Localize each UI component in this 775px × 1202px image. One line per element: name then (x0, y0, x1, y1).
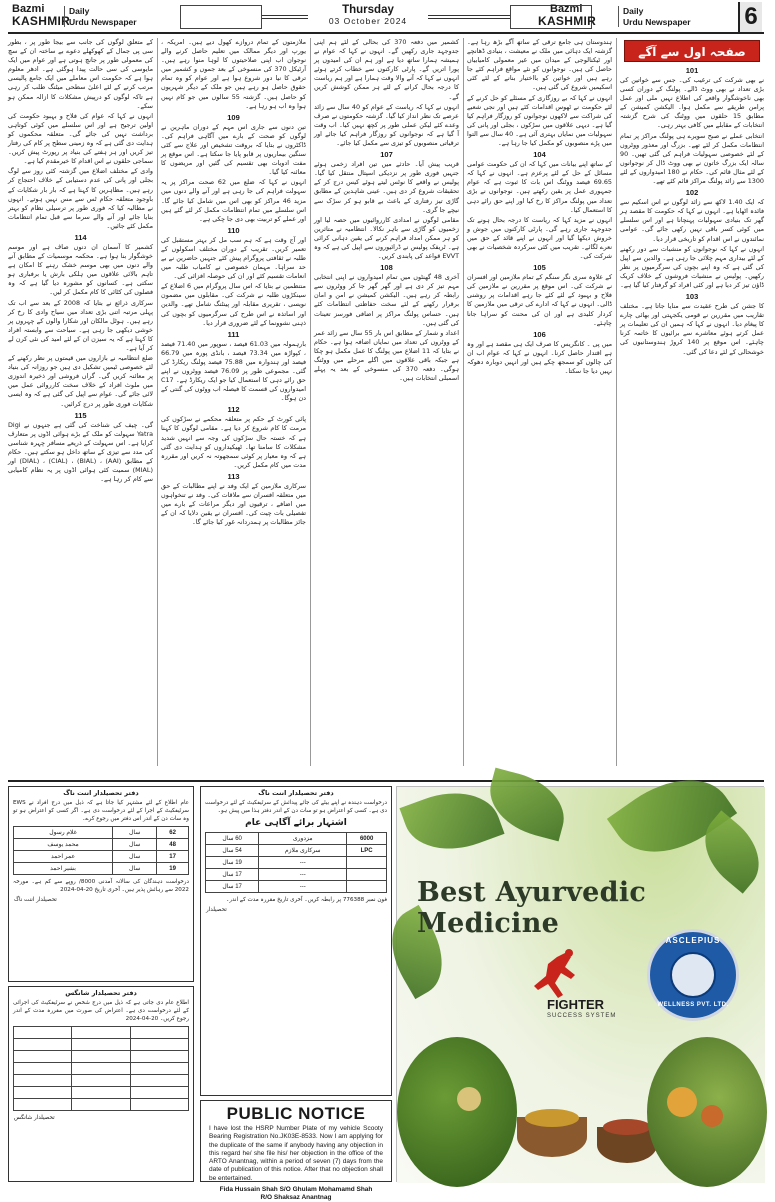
article-paragraph: کے ساتھ اپنے بیانات میں کہا کہ ان کی حکومت عوامی مسائل کے حل کے لئے پرعزم ہے۔ انہوں نے کہا کہ 69.65 فیصد ووٹنگ اس بات کا ثبوت ہے کہ عوام جمہوری عمل پر یقین رکھتے ہیں۔ نوجوانوں نے بڑی تعداد میں پولنگ مراکز کا رخ کیا اور اپنے حق رائے دہی کا استعمال کیا۔ (467, 160, 612, 214)
notice-body: عام اطلاع کے لئے مشتہر کیا جاتا ہے کہ ذیل میں درج افراد نے EWS سرٹیفکیٹ کے اجرا کے لئے درخواست دی ہے۔ اگر کسی کو اعتراض ہو تو وہ سات دن کے اندر اس دفتر میں رجوع کرے۔ (13, 800, 189, 822)
header-rule-right (428, 15, 510, 19)
article-paragraph: انہوں نے کہا کہ نوجوانوں کو منشیات سے دور رکھنے کے لئے بیداری مہم چلائی جا رہی ہے۔ والدین سے اپیل کی گئی ہے کہ وہ اپنے بچوں کی سرگرمیوں پر نظر رکھیں۔ پولیس نے منشیات فروشوں کے خلاف کریک ڈاؤن تیز کر دیا ہے اور کئی افراد کو گرفتار کیا گیا ہے۔ (620, 244, 764, 289)
table-cell (130, 1027, 188, 1039)
table-cell: سال (113, 851, 157, 863)
table-cell (14, 1027, 72, 1039)
table-cell: عمر احمد (14, 851, 113, 863)
article-number: 114 (74, 232, 87, 242)
article-number: 115 (74, 410, 87, 420)
notice-title: دفتر تحصیلدار شانگس (65, 989, 137, 997)
article-number: 103 (685, 292, 699, 302)
article-paragraph: مقامی لوگوں نے امدادی کارروائیوں میں حصہ لیا اور زخمیوں کو گاڑی سے باہر نکالا۔ انتظامیہ نے متاثرین کو ہر ممکن امداد فراہم کرنے کی یقین دہانی کرائی ہے۔ ٹریفک پولیس نے ڈرائیوروں سے اپیل کی ہے کہ وہ EVVT قواعد کی پابندی کریں۔ (314, 215, 459, 261)
article-paragraph: انہوں نے کہا کہ ریاست کے عوام کو 40 سال سے زائد عرصے تک نظر انداز کیا گیا۔ گزشتہ حکومتوں نے صرف وعدے کئے لیکن عملی طور پر کچھ نہیں کیا۔ اب وقت آ گیا ہے کہ نوجوانوں کو روزگار فراہم کیا جائے اور ترقیاتی منصوبوں کو تیزی سے مکمل کیا جائے۔ (313, 102, 459, 148)
table-row (14, 1039, 189, 1051)
article-paragraph: انہوں نے کہا کہ ضلع میں 62 صحت مراکز پر یہ سہولت فراہم کی جا رہی ہے اور آنے والے دنوں میں مزید 46 مراکز کو بھی اس میں شامل کیا جائے گا۔ اس سلسلے میں تمام انتظامات مکمل کر لئے گئے ہیں اور عملے کو تربیت بھی دی جا چکی ہے۔ (161, 178, 307, 223)
article-paragraph: انتخابی عملے نے صبح سویرے ہی پولنگ مراکز پر تمام انتظامات مکمل کر لئے تھے۔ بزرگ اور معذور ووٹروں کے لئے خصوصی سہولیات فراہم کی گئی تھیں۔ 90 سالہ ایک بزرگ خاتون نے بھی ووٹ ڈال کر نوجوانوں کے لئے مثال قائم کی۔ حکام نے 180 امیدواروں کے لئے 1300 سے زائد پولنگ مراکز قائم کئے تھے۔ (620, 131, 764, 186)
table-cell: سرکاری ملازم (259, 845, 347, 857)
tagline-right-2: Urdu Newspaper (623, 16, 691, 27)
article-paragraph: کشمیر کا آسمان ان دنوں صاف ہے اور موسم خوشگوار بنا ہوا ہے۔ محکمہ موسمیات کے مطابق آنے والے دنوں میں بھی موسم خشک رہنے کا امکان ہے تاہم بالائی علاقوں میں ہلکی بارش یا برفباری ہو سکتی ہے۔ کسانوں کو مشورہ دیا گیا ہے کہ وہ فصلوں کی کٹائی کا کام مکمل کر لیں۔ (8, 242, 153, 297)
article-paragraph: گی۔ چیف کی شناخت کی گئی ہے جنہوں نے Digi Yatra سہولت کو ملک کے بڑے ہوائی اڈوں پر متعارف کرایا ہے۔ اس سہولت کے ذریعے مسافر چہرہ شناسی کی مدد سے تیزی کے ساتھ داخل ہو سکتے ہیں۔ حکام کے مطابق (AAI) ، (BIAL) ، (CIAL) ، (DIAL) اور (MIAL) سمیت کئی ہوائی اڈوں پر یہ نظام کامیابی سے کام کر رہا ہے۔ (8, 420, 153, 484)
header-rule-left (262, 15, 308, 19)
runner-shape (534, 953, 575, 998)
table-cell: --- (259, 869, 347, 881)
table-cell: سال (113, 839, 157, 851)
table-cell: 60 سال (206, 833, 259, 845)
brand-left (12, 4, 70, 27)
article-number: 110 (227, 225, 240, 235)
article-paragraph: ضلع انتظامیہ نے بازاروں میں قیمتوں پر نظر رکھنے کے لئے خصوصی ٹیمیں تشکیل دی ہیں جو روزانہ کی بنیاد پر معائنہ کریں گی۔ گراں فروشی اور ذخیرہ اندوزی میں ملوث افراد کے خلاف سخت کارروائی عمل میں لائی جائے گی۔ عوام سے اپیل کی گئی ہے کہ وہ ایسی شکایات فوری طور پر درج کرائیں۔ (8, 354, 153, 408)
notice-body: درخواست دہندہ نے اپنے بیٹے کی جائے پیدائش کے سرٹیفکیٹ کے لئے درخواست دی ہے۔ کسی کو اعتراض ہو تو سات دن کے اندر دفتر ہذا میں پیش ہو۔ (205, 800, 387, 814)
notice-body-2: فون نمبر 776388 پر رابطہ کریں۔ آخری تاریخ مقررہ مدت کے اندر۔ (226, 897, 387, 903)
table-cell: 17 (157, 851, 189, 863)
table-cell (347, 881, 387, 893)
asclepius-seal (647, 929, 739, 1021)
seal-bottom-label: PVT. LTD. (696, 1002, 729, 1008)
table-cell: 62 (157, 827, 189, 839)
article-number: 111 (227, 329, 240, 339)
article-number: 107 (380, 150, 393, 160)
fruit-icon (701, 1105, 723, 1127)
table-cell (14, 1051, 72, 1063)
table-cell: محمد یوسف (14, 839, 113, 851)
table-cell (72, 1063, 130, 1075)
notice-title: دفتر تحصیلدار اننت ناگ (258, 789, 334, 797)
article-paragraph: انہوں نے کہا کہ بے روزگاری کے مسئلے کو حل کرنے کے لئے حکومت نے ٹھوس اقدامات کئے ہیں اور نجی شعبے کی شراکت سے لاکھوں نوجوانوں کو روزگار فراہم کیا گیا ہے۔ دیہی علاقوں میں سڑکوں ، بجلی اور پانی کی سہولیات میں نمایاں بہتری آئی ہے۔ 40 سال سے التوا میں پڑے منصوبوں کو مکمل کیا جا رہا ہے۔ (467, 93, 613, 148)
table-cell (72, 1075, 130, 1087)
table-cell: 19 سال (206, 857, 259, 869)
article-number: 106 (533, 329, 546, 339)
article-paragraph: میں پی ۔ کانگریس کا صرف ایک ہی مقصد ہے اور وہ ہے اقتدار حاصل کرنا۔ انہوں نے کہا کہ عوام اب ان کی چالوں کو سمجھ چکے ہیں اور انہیں دوبارہ دھوکہ نہیں دیا جا سکتا۔ (467, 339, 612, 375)
table-cell (72, 1051, 130, 1063)
advert-brand: FIGHTER (547, 997, 605, 1012)
tagline-left (64, 6, 137, 27)
notice-table (13, 1026, 189, 1111)
table-row (14, 839, 189, 851)
public-notice-body: I have lost the HSRP Number Plate of my vehicle Scooty Bearing Registration No.JK03E-8533. Now I am applying for the duplicate of the same if anybody having any objection in this regard he/ she file his/ her objection in the office of the ARTO Anantnag, within a period of seven (7) days from the date of publication of this notice. After that no objection shall be entertained. (209, 1125, 383, 1182)
table-row (14, 827, 189, 839)
article-number: 109 (227, 112, 240, 122)
notice-title: دفتر تحصیلدار اننت ناگ (63, 789, 139, 797)
brand-right (538, 4, 596, 27)
table-row (206, 881, 387, 893)
table-row (206, 857, 387, 869)
article-number: 104 (533, 150, 546, 160)
article-number: 108 (380, 263, 393, 273)
classifieds-and-ads (8, 780, 764, 1202)
article-number: 101 (685, 66, 699, 75)
public-notice-signature-1: Fida Hussain Shah S/O Ghulam Mohamamd Shah (219, 1186, 373, 1194)
column-divider (616, 38, 617, 766)
notice-heading: اشتہار برائے آگاہی عام (245, 818, 347, 828)
article-paragraph: کہ ایک 1.40 لاکھ سے زائد لوگوں نے اس اسکیم سے فائدہ اٹھایا ہے۔ انہوں نے کہا کہ حکومت کا مقصد ہر گھر تک بنیادی سہولیات پہنچانا ہے اور اس سلسلے میں کوئی کسر باقی نہیں رکھی جائے گی۔ عوامی نمائندوں نے اس اقدام کو تاریخی قرار دیا۔ (620, 198, 764, 243)
article-paragraph: آخری 48 گھنٹوں میں تمام امیدواروں نے اپنی انتخابی مہم تیز کر دی ہے اور گھر گھر جا کر ووٹروں سے رابطہ کر رہے ہیں۔ الیکشن کمیشن نے امن و امان برقرار رکھنے کے لئے سخت حفاظتی انتظامات کئے ہیں۔ حساس پولنگ مراکز پر اضافی فورسز تعینات کی گئی ہیں۔ (314, 273, 459, 327)
table-row (14, 863, 189, 875)
article-columns (8, 38, 764, 766)
continued-from-front-banner: صفحہ اول سے آگے (624, 40, 760, 62)
table-cell (130, 1063, 188, 1075)
globe-icon (670, 952, 716, 998)
article-paragraph: سرکاری ذرائع نے بتایا کہ 2008 کے بعد سے اب تک پہلی مرتبہ اتنی بڑی تعداد میں سیاح وادی کا رخ کر رہے ہیں۔ ہوٹل مالکان اور شکارا والوں کے چہروں پر خوشی دیکھی جا رہی ہے۔ سیاحت سے وابستہ افراد کا کہنا ہے کہ یہ سیزن ان کے لئے امید کی نئی کرن لے کر آیا ہے۔ (8, 298, 153, 352)
advert-brand-sub: SUCCESS SYSTEM (547, 1013, 617, 1019)
runner-head (565, 949, 573, 957)
masthead (8, 4, 764, 34)
tagline-left-2: Urdu Newspaper (69, 16, 137, 27)
table-cell (14, 1075, 72, 1087)
table-cell: 48 (157, 839, 189, 851)
table-cell (130, 1051, 188, 1063)
table-row (14, 851, 189, 863)
article-paragraph: کا جشن کی طرح عقیدت سے منایا جاتا ہے۔ مختلف تقاریب میں مقررین نے قومی یکجہتی اور بھائی چارے کا پیغام دیا۔ انہوں نے کہا کہ ہمیں ان کی تعلیمات پر عمل کرتے ہوئے معاشرے سے برائیوں کا خاتمہ کرنا چاہئے۔ اس موقع پر 140 کروڑ ہندوستانیوں کی خوشحالی کے لئے دعا کی گئی۔ (620, 302, 764, 356)
notice-signature: تحصیلدار (206, 907, 227, 913)
article-paragraph: کشمیر میں دفعہ 370 کی بحالی کے لئے ہم اپنی جدوجہد جاری رکھیں گے۔ انہوں نے کہا کہ عوام نے ہمیشہ ہمارا ساتھ دیا ہے اور ہم ان کی امیدوں پر پورا اتریں گے۔ پارٹی کارکنوں سے خطاب کرتے ہوئے انہوں نے کہا کہ آنے والا وقت ہمارا ہے اور ہم ریاست کا درجہ بحال کرانے کے لئے ہر ممکن کوشش کریں گے۔ (314, 38, 459, 101)
notice-body: اطلاع عام دی جاتی ہے کہ ذیل میں درج شخص نے سرٹیفکیٹ کی اجرائی کے لئے درخواست دی ہے۔ اعتراض کی صورت میں مقررہ مدت کے اندر رجوع کریں۔ 20-04-2024 (13, 1000, 189, 1022)
article-paragraph: اور آج وقت ہے کہ ہم سب مل کر بہتر مستقبل کی تعمیر کریں۔ تقریب کے دوران مختلف اسکولوں کے طلبہ نے ثقافتی پروگرام پیش کئے جنہیں حاضرین نے بے حد سراہا۔ مہمان خصوصی نے کامیاب طلبہ میں انعامات تقسیم کئے اور ان کی حوصلہ افزائی کی۔ (161, 235, 306, 281)
table-cell: سال (113, 827, 157, 839)
table-cell: --- (259, 857, 347, 869)
article-number: 105 (533, 263, 546, 273)
table-cell (14, 1063, 72, 1075)
article-column-1 (8, 38, 153, 766)
notice-signature: تحصیلدار اننت ناگ (14, 897, 57, 903)
table-cell (347, 869, 387, 881)
article-number: 112 (227, 405, 240, 415)
table-cell (72, 1099, 130, 1111)
notice-table (13, 826, 189, 875)
root-icon (457, 1087, 481, 1111)
issue-date-block (308, 4, 428, 26)
seal-top-text: ASCLEPIUS (665, 936, 721, 945)
table-cell: 54 سال (206, 845, 259, 857)
table-row (206, 833, 387, 845)
tagline-right (618, 6, 691, 27)
tagline-left-1: Daily (69, 6, 90, 16)
table-row (206, 869, 387, 881)
public-notice (200, 1100, 392, 1202)
article-paragraph: انہوں نے کہا کہ عوام کی فلاح و بہبود حکومت کی اولین ترجیح ہے اور اس سلسلے میں کوئی کوتاہی برداشت نہیں کی جائے گی۔ متعلقہ محکموں کو ہدایت دی گئی ہے کہ وہ زمینی سطح پر کام کی رفتار تیز کریں اور ہر ہفتے کی بنیاد پر رپورٹ پیش کریں۔ سماجی حلقوں نے اس اقدام کا خیرمقدم کیا ہے۔ (8, 111, 153, 166)
tehsildar-notice-2 (8, 986, 194, 1182)
table-row (14, 1051, 189, 1063)
table-row (206, 845, 387, 857)
table-cell: غلام رسول (14, 827, 113, 839)
page-number: 6 (738, 2, 762, 32)
table-cell (14, 1099, 72, 1111)
seal-mid-text: WELLNESS (657, 1002, 695, 1008)
table-cell: 17 سال (206, 881, 259, 893)
article-paragraph: تین دنوں سے جاری اس مہم کے دوران ماہرین نے لوگوں کو صحت کے بارے میں آگاہی فراہم کی۔ ڈاکٹروں نے بتایا کہ بروقت تشخیص اور علاج سے کئی سنگین بیماریوں پر قابو پایا جا سکتا ہے۔ اس موقع پر مفت ادویات بھی تقسیم کی گئیں اور مریضوں کا معائنہ کیا گیا۔ (161, 122, 306, 177)
table-cell (72, 1027, 130, 1039)
chili-powder-icon (603, 1119, 651, 1135)
table-cell: LPC (347, 845, 387, 857)
brand-left-line2: KASHMIR (12, 14, 71, 28)
table-cell: بشیر احمد (14, 863, 113, 875)
brand-right-line2: KASHMIR (538, 14, 597, 28)
article-paragraph: کے متعلق لوگوں کی جانب سے بیجا طور پر ، بطور سی پی جمال کے کھوکھلے دعوے بے ساختہ ان کے سچ کی معمولی طور پر جانچ ہوتی ہے اور عوام میں ایک مایوسی کی سی حالت پیدا ہوگئی ہے۔ ادھر معلوم ہوا ہے کہ حکومت اس معاملے میں ایک جامع پالیسی مرتب کرنے کے لئے اعلیٰ سطحی میٹنگ طلب کر رہی ہے تاکہ لوگوں کو درپیش مشکلات کا ازالہ ممکن ہو سکے۔ (8, 38, 153, 110)
article-paragraph: وادی کے مختلف اضلاع میں گزشتہ کئی روز سے لوگ بجلی اور پانی کی عدم دستیابی کے خلاف احتجاج کر رہے ہیں۔ مظاہرین کا کہنا ہے کہ بار بار شکایات کے باوجود متعلقہ حکام ٹس سے مس نہیں ہوتے۔ انہوں نے مطالبہ کیا کہ فوری طور پر ترسیلی نظام کو بہتر بنایا جائے اور آنے والے سرما سے قبل تمام انتظامات مکمل کئے جائیں۔ (8, 167, 153, 230)
table-cell (130, 1087, 188, 1099)
table-cell: 19 (157, 863, 189, 875)
table-cell (130, 1039, 188, 1051)
table-row (14, 1027, 189, 1039)
tehsildar-notice-1 (8, 786, 194, 982)
table-row (14, 1075, 189, 1087)
fruit-icon (667, 1087, 697, 1117)
article-paragraph: بارہمولہ میں 61.03 فیصد ، سوپور میں 71.40 فیصد ، کپواڑہ میں 73.34 فیصد ، بانڈی پورہ میں 66.79 فیصد اور ہندوارہ میں 75.88 فیصد پولنگ ریکارڈ کی گئی۔ مجموعی طور پر 76.09 فیصد ووٹروں نے اپنے حق رائے دہی کا استعمال کیا جو ایک ریکارڈ ہے۔ C17 امیدواروں کی قسمت کا فیصلہ اب ووٹوں کی گنتی کے دن ہوگا۔ (161, 339, 307, 403)
public-notice-title: PUBLIC NOTICE (226, 1104, 366, 1123)
brand-left-line1: Bazmi (12, 3, 45, 15)
article-paragraph: اعداد و شمار کے مطابق اس بار 55 سال سے زائد عمر کے ووٹروں کی تعداد میں نمایاں اضافہ ہوا ہے۔ حکام نے بتایا کہ 11 اضلاع میں پولنگ کا عمل مکمل ہو چکا ہے جبکہ باقی علاقوں میں اگلے مرحلے میں ووٹنگ ہوگی۔ دفعہ 370 کی منسوخی کے بعد یہ پہلے اسمبلی انتخابات ہیں۔ (314, 328, 459, 383)
table-cell: 6000 (347, 833, 387, 845)
article-paragraph: منتظمین نے بتایا کہ اس سال پروگرام میں 6 اضلاع کے سینکڑوں طلبہ نے شرکت کی۔ مقابلوں میں مضمون نویسی ، تقریری مقابلہ اور پینٹنگ شامل تھے۔ والدین اور اساتذہ نے اس طرح کی سرگرمیوں کو بچوں کی ذہنی نشوونما کے لئے ضروری قرار دیا۔ (161, 282, 306, 327)
table-cell (14, 1039, 72, 1051)
table-cell: سال (113, 863, 157, 875)
article-paragraph: نے بھی شرکت کی ترغیب کی۔ جس سے خواتین کی بڑی تعداد نے بھی ووٹ ڈالے۔ پولنگ کے دوران کسی بھی ناخوشگوار واقعے کی اطلاع نہیں ملی اور عمل پرامن طریقے سے مکمل ہوا۔ الیکشن کمیشن کے مطابق 15 حلقوں میں ووٹنگ کی شرح گزشتہ انتخابات کے مقابلے میں کافی بہتر رہی۔ (620, 76, 764, 130)
table-cell: مزدوری (259, 833, 347, 845)
notice-table (205, 832, 387, 893)
article-paragraph: انہوں نے مزید کہا کہ ریاست کا درجہ بحال ہونے تک جدوجہد جاری رہے گی۔ پارٹی کارکنوں میں جوش و خروش دیکھا گیا اور انہوں نے اپنے قائد کے حق میں نعرے لگائے۔ تقریب میں کئی سرکردہ شخصیات نے بھی شرکت کی۔ (467, 215, 612, 261)
article-paragraph: ملازمتوں کے تمام دروازے کھول دیے ہیں۔ امریکہ ، یورپ اور دیگر ممالک میں تعلیم حاصل کرنے والے نوجوان اب اپنی صلاحیتوں کا لوہا منوا رہے ہیں۔ آرٹیکل 370 کی منسوخی کے بعد جموں و کشمیر میں ترقی کا نیا دور شروع ہوا ہے اور عوام کو وہ تمام حقوق حاصل ہو رہے ہیں جو ملک کے دیگر شہریوں کو حاصل ہیں۔ گزشتہ 55 سالوں میں جو کام نہیں ہوا وہ اب ہو رہا ہے۔ (161, 38, 307, 110)
seal-bottom-text (650, 1002, 736, 1008)
table-cell (14, 1087, 72, 1099)
article-column-3 (314, 38, 459, 766)
public-notice-signature-2: R/O Shaksaz Anantnag (260, 1194, 332, 1202)
table-cell: 17 سال (206, 869, 259, 881)
turmeric-powder-icon (525, 1109, 579, 1127)
issue-date: 03 October 2024 (328, 16, 408, 26)
article-number: 102 (685, 188, 699, 198)
table-cell (72, 1039, 130, 1051)
notice-signature: تحصیلدار شانگس (14, 1115, 55, 1121)
article-column-2 (161, 38, 306, 766)
table-row (14, 1099, 189, 1111)
tagline-right-1: Daily (623, 6, 644, 16)
table-row (14, 1063, 189, 1075)
issue-day: Thursday (342, 4, 394, 16)
column-divider (157, 38, 158, 766)
tehsildar-notice-3 (200, 786, 392, 1096)
article-paragraph: ہندوستان ہی جامع ترقی کے ساتھ آگے بڑھ رہا ہے۔ گزشتہ ایک دہائی میں ملک نے معیشت ، بنیادی ڈھانچے اور ٹیکنالوجی کے میدان میں غیر معمولی کامیابیاں حاصل کی ہیں۔ نوجوانوں کو نئے مواقع فراہم کئے جا رہے ہیں اور خواتین کو بااختیار بنانے کے لئے کئی اسکیمیں شروع کی گئی ہیں۔ (467, 38, 612, 92)
column-divider (310, 38, 311, 766)
table-cell (347, 857, 387, 869)
herb-bundle-icon (397, 1037, 517, 1187)
header-ornament-box-left (180, 5, 262, 29)
advert-title: Best Ayurvedic Medicine (417, 877, 647, 939)
article-paragraph: سرکاری ملازمین کے ایک وفد نے اپنے مطالبات کے حق میں متعلقہ افسران سے ملاقات کی۔ وفد نے تنخواہوں میں اضافے ، ترقیوں اور دیگر مراعات کے بارے میں تفصیلی بات چیت کی۔ افسران نے یقین دلایا کہ ان کے جائز مطالبات پر ہمدردانہ غور کیا جائے گا۔ (161, 481, 306, 527)
table-cell (130, 1075, 188, 1087)
article-number: 113 (227, 471, 240, 481)
table-row (14, 1087, 189, 1099)
article-column-4 (467, 38, 612, 766)
notice-body-2: درخواست دہندگان کی سالانہ آمدنی 8000/ روپے سے کم ہے۔ مورخہ 2022 سے رہائش پذیر ہیں۔ آخری تاریخ 20-04-2024 (13, 879, 189, 893)
article-column-5 (620, 38, 764, 766)
article-paragraph: کے علاوہ سری نگر سنگم کے تمام ملازمین اور افسران نے شرکت کی۔ اس موقع پر مقررین نے ملازمین کی فلاح و بہبود کے لئے کئے جا رہے اقدامات پر روشنی ڈالی۔ انہوں نے کہا کہ ادارے کی ترقی میں ملازمین کا کردار کلیدی ہے اور ان کی محنت کو سراہا جانا چاہئے۔ (467, 273, 612, 327)
ayurvedic-medicine-advert (396, 786, 764, 1182)
article-paragraph: پائی کورٹ کے حکم پر متعلقہ محکمے نے سڑکوں کی مرمت کا کام شروع کر دیا ہے۔ مقامی لوگوں کا کہنا ہے کہ خستہ حال سڑکوں کی وجہ سے انہیں شدید مشکلات کا سامنا تھا۔ ٹھیکیداروں کو ہدایت دی گئی ہے کہ وہ معیار پر کوئی سمجھوتہ نہ کریں اور مقررہ مدت میں کام مکمل کریں۔ (161, 415, 306, 469)
column-divider (463, 38, 464, 766)
table-cell (130, 1099, 188, 1111)
table-cell (72, 1087, 130, 1099)
table-cell: --- (259, 881, 347, 893)
brand-right-line1: Bazmi (550, 3, 583, 15)
article-paragraph: قریب پیش آیا۔ حادثے میں تین افراد زخمی ہوئے جنہیں فوری طور پر نزدیکی اسپتال منتقل کیا گیا۔ پولیس نے واقعے کا نوٹس لیتے ہوئے کیس درج کر کے تحقیقات شروع کر دی ہیں۔ عینی شاہدین کے مطابق گاڑی تیز رفتاری کے باعث بے قابو ہو کر سڑک سے نیچے جا گری۔ (314, 160, 459, 214)
